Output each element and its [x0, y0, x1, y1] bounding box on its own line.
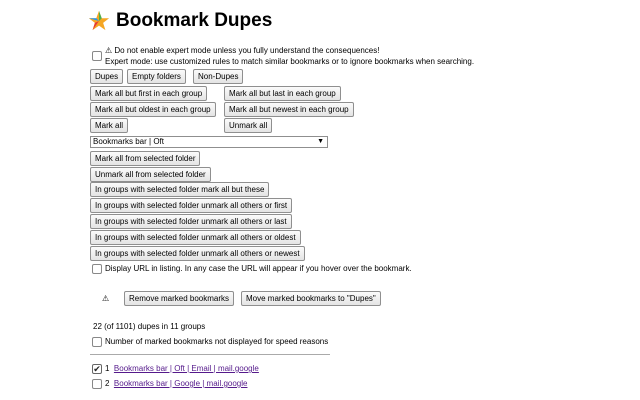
- remove-marked-button[interactable]: Remove marked bookmarks: [124, 291, 234, 306]
- groups-unmark-others-newest-button[interactable]: In groups with selected folder unmark all others or newest: [90, 246, 305, 261]
- tab-empty-folders[interactable]: Empty folders: [127, 69, 186, 84]
- folder-select[interactable]: [90, 136, 328, 148]
- tab-dupes[interactable]: Dupes: [90, 69, 123, 84]
- page-title: Bookmark Dupes: [116, 10, 273, 31]
- expert-warning-line1: ⚠ Do not enable expert mode unless you fully understand the consequences!: [105, 46, 380, 55]
- not-displayed-checkbox[interactable]: [92, 337, 102, 347]
- result-link[interactable]: Bookmarks bar | Google | mail.google: [113, 379, 248, 388]
- header: [88, 10, 272, 32]
- unmark-all-button[interactable]: Unmark all: [224, 118, 272, 133]
- expert-mode-warning: [105, 45, 525, 67]
- summary-text: 22 (of 1101) dupes in 11 groups: [93, 322, 206, 331]
- result-checkbox-2[interactable]: [92, 379, 102, 389]
- result-row-2: [105, 378, 247, 389]
- result-row-1: [105, 363, 259, 374]
- tab-non-dupes[interactable]: Non-Dupes: [193, 69, 243, 84]
- not-displayed-label: Number of marked bookmarks not displayed for speed reasons: [105, 337, 329, 346]
- groups-mark-all-but-these-button[interactable]: In groups with selected folder mark all but these: [90, 182, 269, 197]
- mark-from-folder-button[interactable]: Mark all from selected folder: [90, 151, 200, 166]
- result-index: 2: [105, 379, 110, 388]
- groups-unmark-others-oldest-button[interactable]: In groups with selected folder unmark all others or oldest: [90, 230, 301, 245]
- result-link[interactable]: Bookmarks bar | Oft | Email | mail.google: [113, 364, 259, 373]
- divider: [90, 354, 330, 355]
- unmark-from-folder-button[interactable]: Unmark all from selected folder: [90, 167, 211, 182]
- result-index: 1: [105, 364, 110, 373]
- mark-all-but-oldest-button[interactable]: Mark all but oldest in each group: [90, 102, 216, 117]
- mark-all-but-newest-button[interactable]: Mark all but newest in each group: [224, 102, 354, 117]
- move-marked-button[interactable]: Move marked bookmarks to "Dupes": [241, 291, 381, 306]
- display-url-label: Display URL in listing. In any case the URL will appear if you hover over the bookmark.: [105, 264, 412, 273]
- expert-warning-line2: Expert mode: use customized rules to match similar bookmarks or to ignore bookmarks when searching.: [105, 57, 475, 66]
- groups-unmark-others-first-button[interactable]: In groups with selected folder unmark all others or first: [90, 198, 292, 213]
- warning-icon: ⚠: [102, 294, 110, 303]
- folder-select-value: Bookmarks bar | Oft: [93, 137, 164, 146]
- groups-unmark-others-last-button[interactable]: In groups with selected folder unmark all others or last: [90, 214, 292, 229]
- result-checkbox-1[interactable]: [92, 364, 102, 374]
- mark-all-button[interactable]: Mark all: [90, 118, 128, 133]
- expert-mode-checkbox[interactable]: [92, 51, 102, 61]
- star-logo-icon: [88, 10, 110, 32]
- mark-all-but-first-button[interactable]: Mark all but first in each group: [90, 86, 207, 101]
- dropdown-arrow-icon: ▼: [317, 138, 324, 145]
- display-url-checkbox[interactable]: [92, 264, 102, 274]
- mark-all-but-last-button[interactable]: Mark all but last in each group: [224, 86, 341, 101]
